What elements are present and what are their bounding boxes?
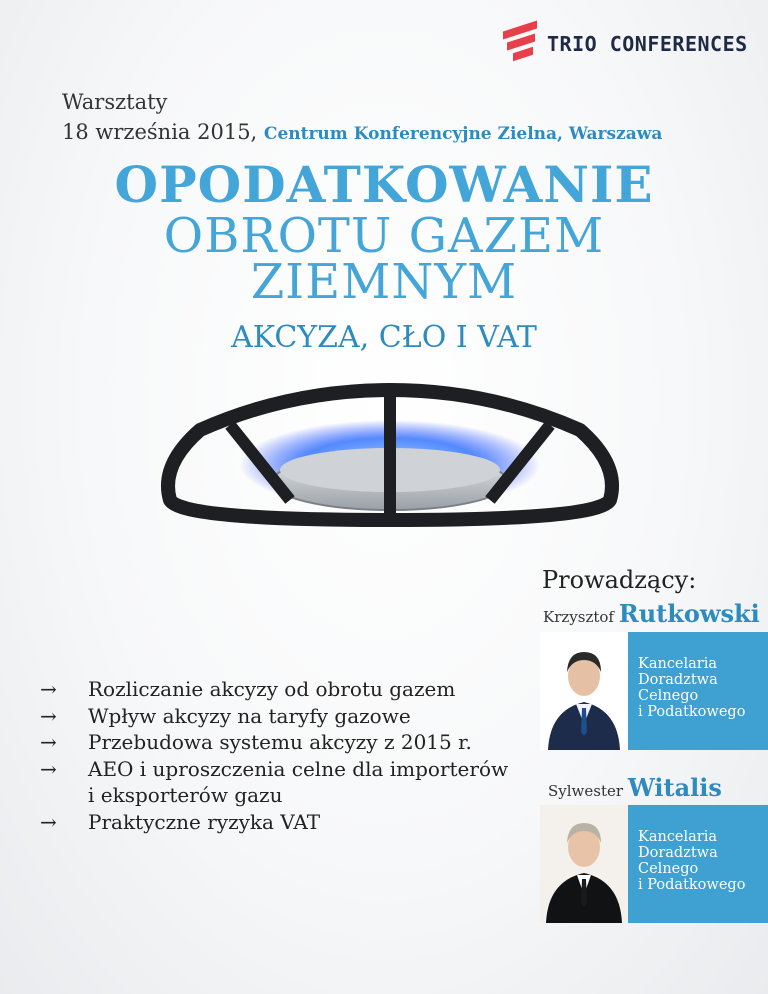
agenda-item-text: i eksporterów gazu xyxy=(88,783,283,807)
speaker-1-first-name: Krzysztof xyxy=(543,608,614,626)
agenda-item xyxy=(40,703,508,730)
agenda-item-text: Praktyczne ryzyka VAT xyxy=(88,809,321,834)
speaker-2-first-name: Sylwester xyxy=(548,782,624,800)
speaker-1-firm xyxy=(628,632,768,750)
event-venue: Centrum Konferencyjne Zielna, Warszawa xyxy=(263,124,663,144)
agenda-item xyxy=(40,756,508,783)
agenda-item-text: Rozliczanie akcyzy od obrotu gazem xyxy=(88,677,456,701)
speaker-1-firm-line: Kancelaria xyxy=(638,656,718,672)
speaker-2-firm-line: Kancelaria xyxy=(638,829,718,845)
speaker-1-last-name: Rutkowski xyxy=(618,599,760,628)
speaker-2-firm-line: i Podatkowego xyxy=(638,877,746,893)
agenda-item-text: Przebudowa systemu akcyzy z 2015 r. xyxy=(88,730,472,754)
speaker-2-last-name: Witalis xyxy=(627,773,722,802)
agenda-item xyxy=(40,809,508,836)
speaker-1-photo xyxy=(540,632,628,750)
arrow-right-icon: → xyxy=(40,809,57,834)
title-line-1: OPODATKOWANIE xyxy=(114,155,654,214)
event-type: Warsztaty xyxy=(62,90,168,114)
speaker-1-firm-line: Doradztwa xyxy=(638,672,718,688)
agenda-item-continuation xyxy=(40,782,508,809)
agenda-item-text: Wpływ akcyzy na taryfy gazowe xyxy=(88,703,411,728)
speaker-1-firm-line: Celnego xyxy=(638,688,699,704)
title-line-2: OBROTU GAZEM xyxy=(163,208,605,264)
speakers-label: Prowadzący: xyxy=(542,566,697,594)
gas-burner-illustration xyxy=(140,370,640,540)
arrow-right-icon: → xyxy=(40,703,57,728)
agenda-list xyxy=(40,676,508,835)
event-date: 18 września 2015, xyxy=(62,120,258,144)
agenda-item xyxy=(40,729,508,756)
trio-conferences-logo xyxy=(503,24,748,64)
speaker-1-firm-line: i Podatkowego xyxy=(638,704,746,720)
arrow-right-icon: → xyxy=(40,677,57,701)
arrow-right-icon: → xyxy=(40,730,57,754)
speaker-2-firm-line: Celnego xyxy=(638,861,699,877)
speaker-2-photo xyxy=(540,805,628,923)
arrow-right-icon: → xyxy=(40,756,57,781)
title-line-3: ZIEMNYM xyxy=(250,254,518,310)
event-dateline xyxy=(62,120,662,144)
agenda-indent xyxy=(40,782,88,809)
agenda-item xyxy=(40,676,508,703)
speaker-2-name xyxy=(548,773,722,802)
speaker-2-firm xyxy=(628,805,768,923)
speaker-2-firm-line: Doradztwa xyxy=(638,845,718,861)
logo-name: TRIO CONFERENCES xyxy=(547,32,748,56)
agenda-item-text: AEO i uproszczenia celne dla importerów xyxy=(88,756,509,781)
speaker-1-name xyxy=(543,599,760,628)
logo-mark-icon xyxy=(503,24,539,64)
subtitle: AKCYZA, CŁO I VAT xyxy=(231,320,537,355)
